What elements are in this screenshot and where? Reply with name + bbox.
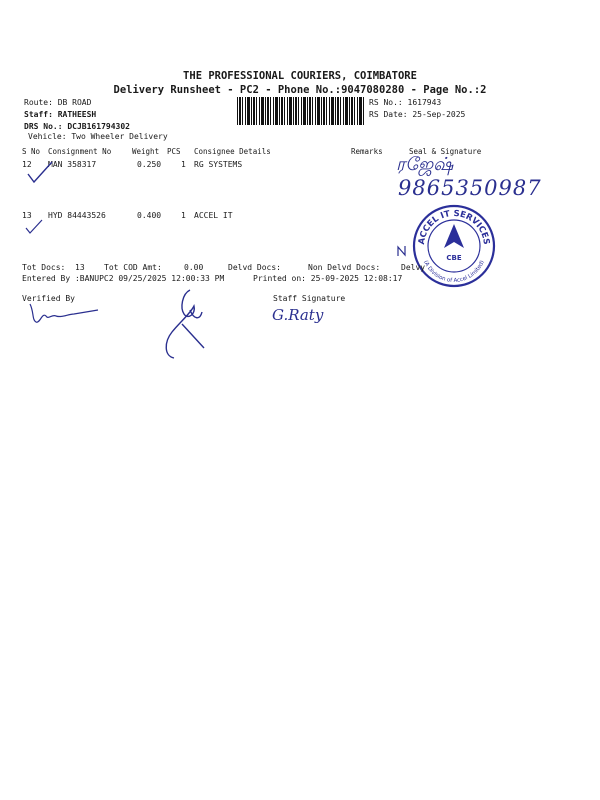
printed-on: Printed on: 25-09-2025 12:08:17 — [253, 274, 403, 283]
staff-signature-label: Staff Signature — [273, 294, 346, 303]
svg-text:CBE: CBE — [446, 254, 462, 262]
col-consignee: Consignee Details — [194, 147, 271, 156]
runsheet-subtitle: Delivery Runsheet - PC2 - Phone No.:9047080280 - Page No.:2 — [113, 84, 487, 96]
row-consignee: ACCEL IT — [194, 211, 233, 220]
row-consignment: HYD 84443526 — [48, 211, 106, 220]
barcode — [237, 97, 365, 125]
verified-by-label: Verified By — [22, 294, 75, 303]
delivery-cut-label: Delvy — [401, 263, 426, 272]
rs-date: RS Date: 25-Sep-2025 — [369, 110, 466, 119]
rs-number: RS No.: 1617943 — [369, 98, 442, 107]
row-consignee: RG SYSTEMS — [194, 160, 243, 169]
signature-icon — [160, 284, 212, 362]
staff-handwritten-signature: G.Raty — [272, 306, 324, 324]
svg-text:ACCEL IT SERVICES: ACCEL IT SERVICES — [416, 208, 492, 246]
tot-docs-value: 13 — [75, 263, 85, 272]
row-pcs: 1 — [181, 160, 186, 169]
verifier-signature-icon — [24, 298, 104, 328]
entered-by: Entered By :BANUPC2 09/25/2025 12:00:33 PM — [22, 274, 225, 283]
col-pcs: PCS — [167, 147, 181, 156]
col-sno: S No — [22, 147, 41, 156]
check-mark-icon — [24, 216, 46, 236]
row-weight: 0.250 — [137, 160, 162, 169]
row-pcs: 1 — [181, 211, 186, 220]
col-seal-signature: Seal & Signature — [409, 147, 482, 156]
route-info: Route: DB ROAD — [24, 98, 92, 107]
tot-cod-label: Tot COD Amt: — [104, 263, 162, 272]
row-sno: 13 — [22, 211, 32, 220]
tot-docs-label: Tot Docs: — [22, 263, 66, 272]
staff-info: Staff: RATHEESH — [24, 110, 97, 119]
initial-mark-icon — [396, 244, 410, 258]
col-weight: Weight — [132, 147, 160, 156]
drs-number: DRS No.: DCJB161794302 — [24, 122, 130, 131]
handwritten-name: ரஜேஷ் — [396, 154, 454, 175]
handwritten-phone: 9865350987 — [398, 176, 542, 200]
delvd-docs-label: Delvd Docs: — [228, 263, 281, 272]
col-consignment: Consignment No — [48, 147, 112, 156]
col-remarks: Remarks — [351, 147, 383, 156]
row-weight: 0.400 — [137, 211, 162, 220]
tot-cod-value: 0.00 — [184, 263, 204, 272]
row-consignment: MAN 358317 — [48, 160, 97, 169]
company-seal-stamp — [412, 204, 496, 288]
row-sno: 12 — [22, 160, 32, 169]
company-title: THE PROFESSIONAL COURIERS, COIMBATORE — [183, 70, 417, 82]
non-delvd-docs-label: Non Delvd Docs: — [308, 263, 381, 272]
svg-text:(A Division of Accel Limited): (A Division of Accel Limited) — [422, 259, 486, 285]
check-mark-icon — [26, 160, 56, 186]
vehicle-info: Vehicle: Two Wheeler Delivery — [28, 132, 168, 141]
